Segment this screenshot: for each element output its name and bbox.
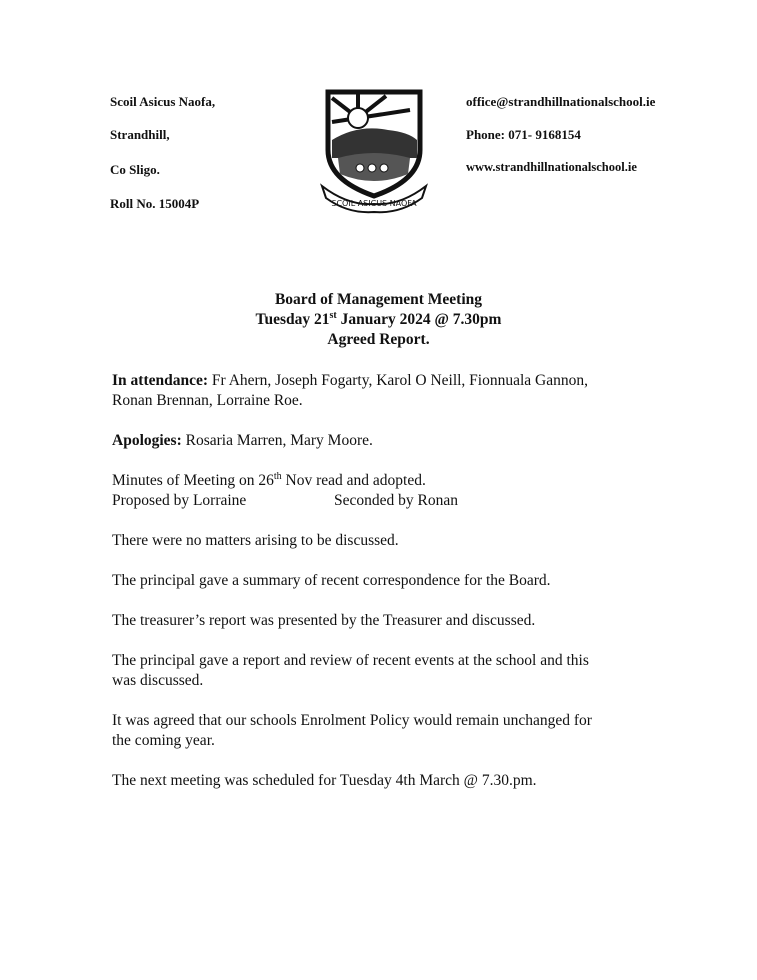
roll-number: Roll No. 15004P	[110, 196, 200, 211]
contact-phone: Phone: 071- 9168154	[466, 127, 581, 142]
school-county: Co Sligo.	[110, 162, 160, 177]
proposed-by: Proposed by Lorraine	[112, 492, 247, 509]
school-town: Strandhill,	[110, 127, 170, 142]
meeting-date: Tuesday 21st January 2024 @ 7.30pm	[255, 309, 502, 328]
enrolment-policy-line-2: the coming year.	[112, 732, 215, 749]
minutes-adopted: Minutes of Meeting on 26th Nov read and adopted.	[112, 470, 426, 489]
matters-arising: There were no matters arising to be discussed.	[112, 532, 399, 549]
school-name: Scoil Asicus Naofa,	[110, 94, 216, 109]
contact-email: office@strandhillnationalschool.ie	[466, 94, 656, 109]
attendance-line-1: In attendance: Fr Ahern, Joseph Fogarty, Karol O Neill, Fionnuala Gannon,	[112, 372, 589, 389]
principal-report-line-2: was discussed.	[112, 672, 204, 689]
seconded-by: Seconded by Ronan	[334, 492, 458, 509]
apologies: Apologies: Rosaria Marren, Mary Moore.	[112, 432, 373, 449]
attendance-line-2: Ronan Brennan, Lorraine Roe.	[112, 392, 303, 409]
school-crest-icon	[318, 88, 430, 214]
principal-report-line-1: The principal gave a report and review of recent events at the school and this	[112, 652, 589, 669]
enrolment-policy-line-1: It was agreed that our schools Enrolment Policy would remain unchanged for	[112, 712, 592, 729]
report-status: Agreed Report.	[327, 331, 430, 348]
contact-website: www.strandhillnationalschool.ie	[466, 160, 637, 174]
meeting-title: Board of Management Meeting	[274, 291, 483, 308]
correspondence: The principal gave a summary of recent correspondence for the Board.	[112, 572, 551, 589]
next-meeting: The next meeting was scheduled for Tuesday 4th March @ 7.30.pm.	[112, 772, 537, 789]
treasurer-report: The treasurer’s report was presented by the Treasurer and discussed.	[112, 612, 536, 629]
svg-text:SCOIL ASICUS NAOFA: SCOIL ASICUS NAOFA	[331, 199, 417, 208]
